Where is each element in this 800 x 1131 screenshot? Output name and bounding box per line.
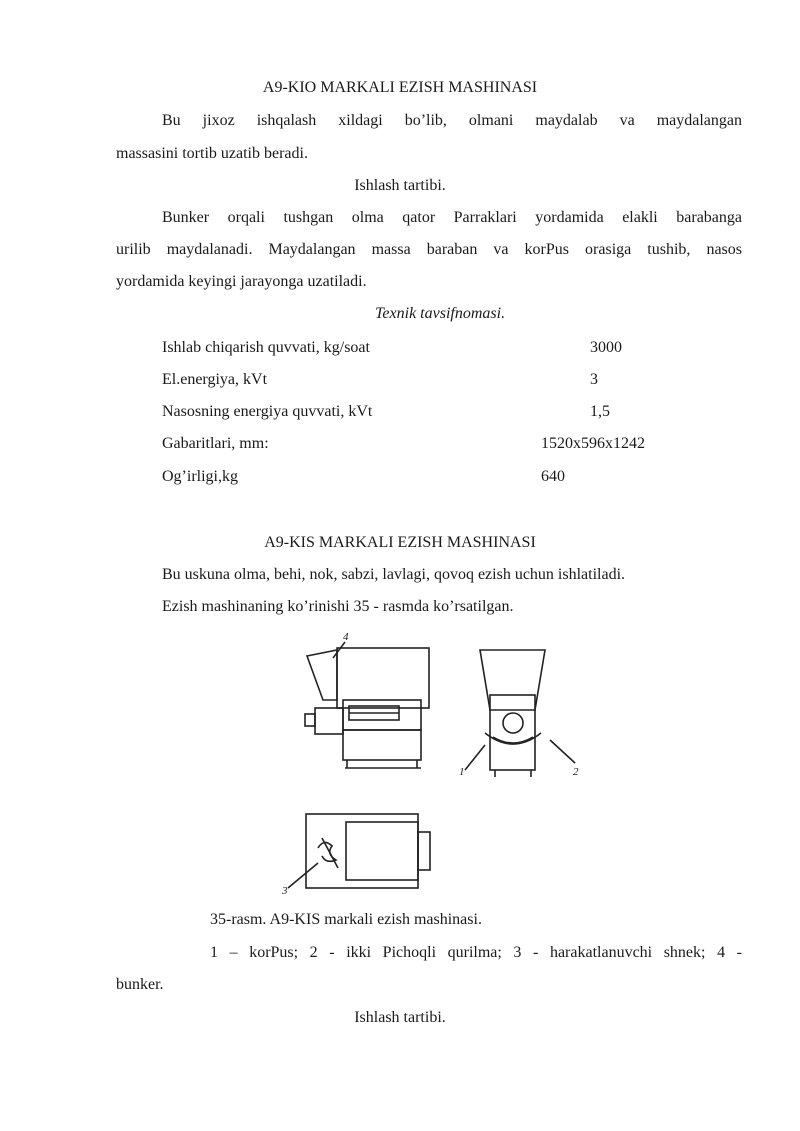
callout-label: 3 <box>282 885 288 897</box>
figure-legend-line1: 1 – korPus; 2 - ikki Pichoqli qurilma; 3 - harakatlanuvchi shnek; 4 - <box>210 944 742 961</box>
specs-heading: Texnik tavsifnomasi. <box>375 305 506 322</box>
figure-legend-line2: bunker. <box>116 976 164 993</box>
spec-value: 3 <box>590 371 598 388</box>
spec-label: Og’irligi,kg <box>162 468 238 485</box>
spec-value: 1,5 <box>590 403 610 420</box>
spec-value: 3000 <box>590 339 622 356</box>
section1-procedure-line1: Bunker orqali tushgan olma qator Parraklari yordamida elakli barabanga <box>162 209 742 226</box>
callout-label: 4 <box>343 631 349 643</box>
machine-top-view-drawing <box>278 808 438 898</box>
spec-value: 640 <box>541 468 565 485</box>
section1-procedure-line3: yordamida keyingi jarayonga uzatiladi. <box>116 273 367 290</box>
section2-line1: Bu uskuna olma, behi, nok, sabzi, lavlagi, qovoq ezish uchun ishlatiladi. <box>162 566 626 583</box>
section1-procedure-heading: Ishlash tartibi. <box>354 177 446 194</box>
section1-procedure-line2: urilib maydalanadi. Maydalangan massa baraban va korPus orasiga tushib, nasos <box>116 241 742 258</box>
spec-label: Nasosning energiya quvvati, kVt <box>162 403 373 420</box>
section2-title: A9-KIS MARKALI EZISH MASHINASI <box>264 534 536 551</box>
section1-intro-line1: Bu jixoz ishqalash xildagi bo’lib, olmani maydalab va maydalangan <box>162 112 742 129</box>
spec-label: Gabaritlari, mm: <box>162 435 269 452</box>
section1-title: A9-KIO MARKALI EZISH MASHINASI <box>262 79 538 96</box>
figure-caption: 35-rasm. A9-KIS markali ezish mashinasi. <box>210 911 482 928</box>
callout-label: 2 <box>573 766 579 778</box>
section2-line2: Ezish mashinaning ko’rinishi 35 - rasmda ko’rsatilgan. <box>162 598 514 615</box>
section2-procedure-heading: Ishlash tartibi. <box>354 1009 446 1026</box>
callout-label: 1 <box>459 766 465 778</box>
machine-side-view-drawing <box>295 628 445 773</box>
spec-label: Ishlab chiqarish quvvati, kg/soat <box>162 339 370 356</box>
spec-label: El.energiya, kVt <box>162 371 268 388</box>
section1-intro-line2: massasini tortib uzatib beradi. <box>116 145 308 162</box>
machine-front-view-drawing <box>455 645 595 785</box>
spec-value: 1520x596x1242 <box>541 435 645 452</box>
